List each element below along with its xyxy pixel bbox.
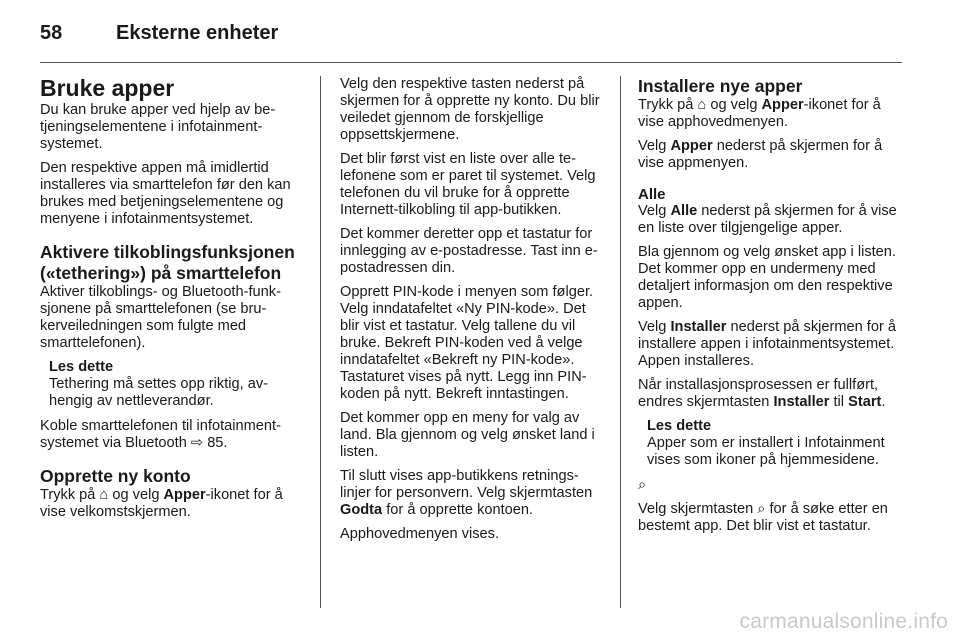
page-ref-link[interactable]: 85. <box>207 435 228 451</box>
page-ref-arrow-icon: ⇨ <box>190 435 204 451</box>
page-number: 58 <box>40 21 63 44</box>
paragraph: Det blir først vist en liste over alle telefonene som er paret til systemet. Velg telefonen du vil bruke for å opprette Internett-tilkobling til app-butikken. <box>340 151 596 218</box>
ui-term-apper: Apper <box>163 487 206 503</box>
paragraph: Velg Apper nederst på skjermen for å vise appmenyen. <box>638 138 883 171</box>
home-icon: ⌂ <box>697 97 707 113</box>
ui-term-apper: Apper <box>761 97 804 113</box>
search-icon: ⌕ <box>757 501 766 517</box>
paragraph: Velg Installer nederst på skjermen for å installere appen i infotainmentsystemet. Appen installeres. <box>638 319 896 369</box>
note-box <box>647 418 902 469</box>
home-icon: ⌂ <box>99 487 109 503</box>
paragraph: Apphovedmenyen vises. <box>340 526 500 542</box>
paragraph: Det kommer opp en meny for valg av land. Bla gjennom og velg ønsket land i listen. <box>340 410 595 460</box>
note-text: Tethering må settes opp riktig, avhengig av nettleverandør. <box>49 376 269 409</box>
paragraph: Det kommer deretter opp et tastatur for innlegging av e-postadresse. Tast inn e-postadressen din. <box>340 226 598 276</box>
note-title: Les dette <box>647 418 712 434</box>
paragraph: Trykk på ⌂ og velg Apper-ikonet for å vise velkomstskjermen. <box>40 487 283 520</box>
column-1 <box>40 76 304 528</box>
header-rule <box>40 62 902 63</box>
ui-term-godta: Godta <box>340 502 383 518</box>
ui-term-start: Start <box>848 394 882 410</box>
paragraph: Bla gjennom og velg ønsket app i listen. Det kommer opp en undermeny med detaljert informasjon om den respektive appen. <box>638 244 896 311</box>
paragraph: Aktiver tilkoblings- og Bluetooth-funksjonene på smarttelefonen (se brukerveiledningen som fulgte med smarttelefonen). <box>40 284 281 351</box>
running-title: Eksterne enheter <box>116 21 279 44</box>
paragraph: Velg Alle nederst på skjermen for å vise en liste over tilgjengelige apper. <box>638 203 897 236</box>
ui-term-alle: Alle <box>670 203 698 219</box>
heading-tethering: Aktivere tilkoblingsfunksjonen («tethering») på smarttelefon <box>40 242 295 283</box>
heading-alle: Alle <box>638 186 666 203</box>
paragraph: Du kan bruke apper ved hjelp av betjeningselementene i infotainmentsystemet. <box>40 102 276 152</box>
column-3 <box>638 76 902 542</box>
page-header <box>40 18 278 48</box>
paragraph: Opprett PIN-kode i menyen som følger. Velg inndatafeltet «Ny PIN-kode». Det blir vist et tastatur. Velg tallene du vil bruke. Bekreft PIN-koden ved å velge inndatafeltet «Bekreft ny PIN-kode». Tastaturet vises på nytt. Legg inn PIN-koden på nytt. Bekreft inntastingen. <box>340 284 594 402</box>
paragraph: Den respektive appen må imidlertid installeres via smarttelefon før den kan brukes med betjeningselementene og menyene i infotainmentsystemet. <box>40 160 291 227</box>
paragraph: Velg skjermtasten ⌕ for å søke etter en bestemt app. Det blir vist et tastatur. <box>638 501 888 534</box>
search-icon: ⌕ <box>638 477 647 493</box>
column-divider-1 <box>320 76 321 608</box>
heading-opprette-konto: Opprette ny konto <box>40 466 191 486</box>
search-symbol-line <box>638 477 902 494</box>
paragraph: Koble smarttelefonen til infotainmentsystemet via Bluetooth ⇨ 85. <box>40 418 281 451</box>
paragraph: Når installasjonsprosessen er fullført, endres skjermtasten Installer til Start. <box>638 377 886 410</box>
paragraph: Til slutt vises app-butikkens retningslinjer for personvern. Velg skjermtasten Godta for å opprette kontoen. <box>340 468 593 518</box>
paragraph: Trykk på ⌂ og velg Apper-ikonet for å vise apphovedmenyen. <box>638 97 881 130</box>
column-divider-2 <box>620 76 621 608</box>
ui-term-installer: Installer <box>773 394 830 410</box>
ui-term-apper: Apper <box>670 138 713 154</box>
note-box <box>49 359 304 410</box>
section-title-bruke-apper: Bruke apper <box>40 75 175 101</box>
note-title: Les dette <box>49 359 114 375</box>
column-2 <box>340 76 604 550</box>
heading-installere-apper: Installere nye apper <box>638 76 803 96</box>
watermark: carmanualsonline.info <box>739 610 948 633</box>
note-text: Apper som er installert i Infotainment vises som ikoner på hjemmesidene. <box>647 435 885 468</box>
paragraph: Velg den respektive tasten nederst på skjermen for å opprette ny konto. Du blir veiledet gjennom de forskjellige oppsettskjermene. <box>340 76 600 143</box>
ui-term-installer: Installer <box>670 319 727 335</box>
